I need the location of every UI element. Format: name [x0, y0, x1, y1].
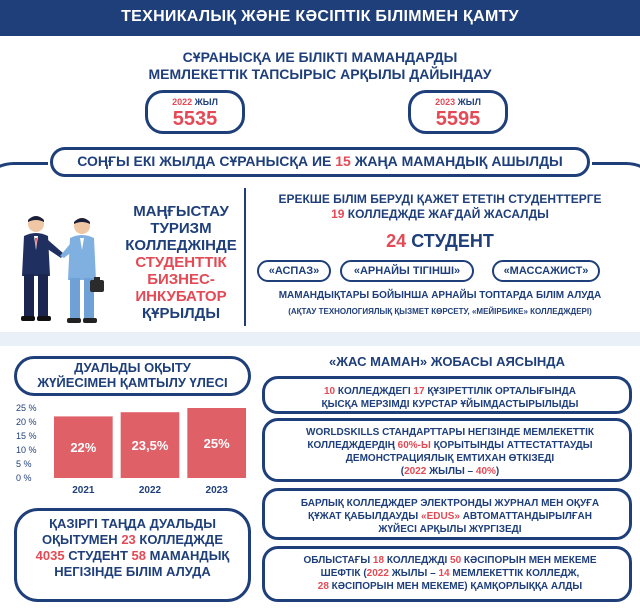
y-tick-label: 0 %: [16, 473, 32, 483]
year-box-2022: [145, 90, 245, 134]
section-separator: [0, 332, 640, 346]
y-tick-label: 15 %: [16, 431, 37, 441]
year-value: 5535: [172, 108, 218, 130]
info-box-courses: 10 КОЛЛЕДЖДЕГІ 17 ҚҰЗІРЕТТІЛІК ОРТАЛЫҒЫНДА ҚЫСҚА МЕРЗІМДІ КУРСТАР ҰЙЫМДАСТЫРЫЛЫДЫ: [262, 376, 632, 414]
data-label: 25%: [203, 436, 230, 451]
info-box-edus: БАРЛЫҚ КОЛЛЕДЖДЕР ЭЛЕКТРОНДЫ ЖУРНАЛ МЕН ОҚУҒА ҚҰЖАТ ҚАБЫЛДАУДЫ «EDUS» АВТОМАТТАНДЫРЫЛҒАН ЖҮЙЕСІ АРҚЫЛЫ ЖҮРГІЗЕДІ: [262, 488, 632, 540]
x-tick-label: 2023: [205, 485, 228, 496]
dual-now-text: ҚАЗІРГІ ТАҢДА ДУАЛЬДЫ ОҚЫТУМЕН 23 КОЛЛЕДЖДЕ 4035 СТУДЕНТ 58 МАМАНДЫҚ НЕГІЗІНДЕ БІЛІМ АЛУДА: [35, 516, 230, 579]
tag-tailor: «АРНАЙЫ ТІГІНШІ»: [340, 260, 474, 282]
tourism-incubator-text: МАҢҒЫСТАУ ТУРИЗМ КОЛЛЕДЖІНДЕ СТУДЕНТТІК БИЗНЕС- ИНКУБАТОР ҚҰРЫЛДЫ: [125, 203, 237, 322]
y-tick-label: 25 %: [16, 403, 37, 413]
year-label: 2023 ЖЫЛ: [435, 97, 481, 107]
year-box-2023: [408, 90, 508, 134]
y-tick-label: 20 %: [16, 417, 37, 427]
demand-heading-line2: МЕМЛЕКЕТТІК ТАПСЫРЫС АРҚЫЛЫ ДАЙЫНДАУ: [148, 66, 492, 82]
jas-maman-heading: «ЖАС МАМАН» ЖОБАСЫ АЯСЫНДА: [329, 354, 565, 369]
x-tick-label: 2022: [138, 485, 162, 496]
data-label: 23,5%: [131, 438, 169, 454]
y-tick-label: 5 %: [16, 459, 32, 469]
info-box-patronage: ОБЛЫСТАҒЫ 18 КОЛЛЕДЖДІ 50 КӘСІПОРЫН МЕН МЕКЕМЕ ШЕФТІК (2022 ЖЫЛЫ – 14 МЕМЛЕКЕТТІК КОЛЛЕДЖ, 28 КӘСІПОРЫН МЕН МЕКЕМЕ) ҚАМҚОРЛЫҚҚА АЛДЫ: [262, 546, 632, 602]
tag-aspaz: «АСПАЗ»: [257, 260, 331, 282]
new-specialties-text: СОҢҒЫ ЕКІ ЖЫЛДА СҰРАНЫСҚА ИЕ 15 ЖАҢА МАМАНДЫҚ АШЫЛДЫ: [77, 153, 563, 169]
y-tick-label: 10 %: [16, 445, 37, 455]
special-needs-heading: ЕРЕКШЕ БІЛІМ БЕРУДІ ҚАЖЕТ ЕТЕТІН СТУДЕНТТЕРГЕ 19 КОЛЛЕДЖДЕ ЖАҒДАЙ ЖАСАЛДЫ: [278, 192, 602, 221]
year-value: 5595: [435, 108, 481, 130]
info-box-worldskills: WORLDSKILLS СТАНДАРТТАРЫ НЕГІЗІНДЕ МЕМЛЕКЕТТІК КОЛЛЕДЖДЕРДІҢ 60%-Ы ҚОРЫТЫНДЫ АТТЕСТАТТАУДЫ ДЕМОНСТРАЦИЯЛЫҚ ЕМТИХАН ӨТКІЗЕДІ (2022 ЖЫЛЫ – 40%): [262, 418, 632, 482]
specialty-line: МАМАНДЫҚТАРЫ БОЙЫНША АРНАЙЫ ТОПТАРДА БІЛІМ АЛУДА: [278, 290, 602, 301]
data-label: 22%: [70, 440, 97, 456]
students-count: 24 СТУДЕНТ: [386, 231, 494, 251]
year-label: 2022 ЖЫЛ: [172, 97, 218, 107]
demand-heading-line1: СҰРАНЫСҚА ИЕ БІЛІКТІ МАМАНДАРДЫ: [182, 49, 458, 65]
page-title: ТЕХНИКАЛЫҚ ЖӘНЕ КӘСІПТІК БІЛІММЕН ҚАМТУ: [121, 8, 519, 25]
dual-education-bar-chart: [14, 400, 254, 500]
tag-massage: «МАССАЖИСТ»: [492, 260, 600, 282]
x-tick-label: 2021: [72, 485, 95, 496]
specialty-note: (АҚТАУ ТЕХНОЛОГИЯЛЫҚ ҚЫЗМЕТ КӨРСЕТУ, «МЕЙІРБИКЕ» КОЛЛЕДЖДЕРІ): [288, 307, 592, 316]
chart-title: ДУАЛЬДЫ ОҚЫТУ ЖҮЙЕСІМЕН ҚАМТЫЛУ ҮЛЕСІ: [37, 360, 228, 390]
demand-heading: [40, 49, 600, 83]
businessmen-handshake-illustration: [12, 210, 108, 328]
